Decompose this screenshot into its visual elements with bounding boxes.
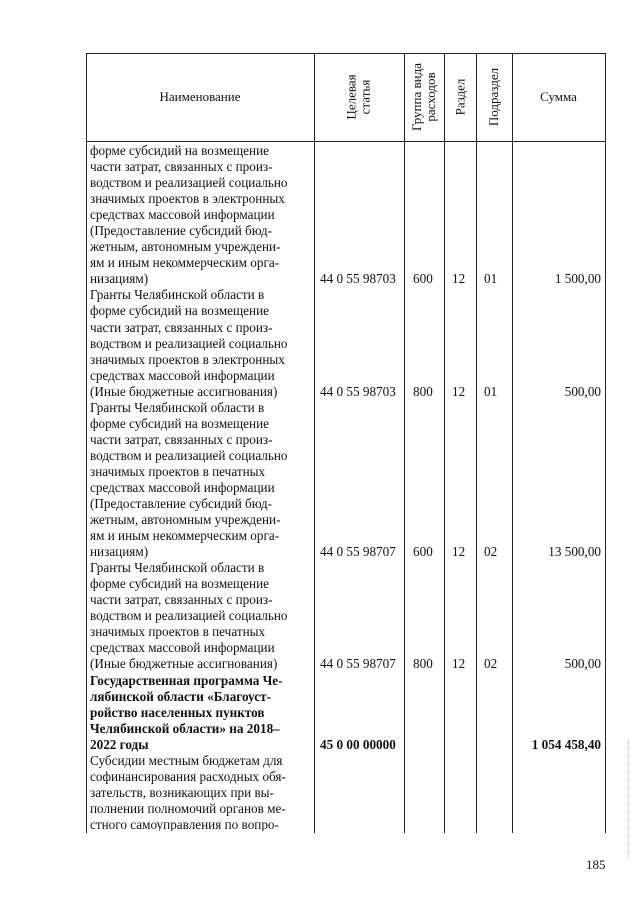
name-line: (Предоставление субсидий бюд- [90,223,273,239]
sum-value: 13 500,00 [548,544,601,560]
group-code: 600 [413,271,433,287]
table-row-name [90,560,312,672]
header-target-line1: Целевая [343,74,359,120]
name-line: зательств, возникающих при вы- [90,784,274,800]
name-line: средствах массовой информации [90,367,275,383]
section-code: 12 [452,656,466,672]
name-line: части затрат, связанных с произ- [90,159,273,175]
header-name-label: Наименование [159,89,241,104]
target-code: 44 0 55 98703 [320,383,396,399]
name-line: форме субсидий на возмещение [90,143,270,158]
header-target-label [345,74,373,119]
column-border [605,53,606,833]
header-section-label: Раздел [452,78,467,116]
header-group-label [410,63,438,131]
group-code: 600 [413,544,433,560]
group-code: 800 [413,383,433,399]
header-group [404,53,444,141]
sum-value: 1 500,00 [554,271,601,287]
section-code: 12 [452,271,466,287]
page-number: 185 [586,857,606,872]
header-bottom-border [86,141,606,142]
name-line: части затрат, связанных с произ- [90,431,273,447]
header-section [444,53,476,141]
section-code: 12 [452,544,466,560]
header-group-line1: Группа вида [409,63,425,131]
subsection-code: 01 [484,271,498,287]
name-line: значимых проектов в печатных [90,463,266,479]
table-row-name [90,143,312,287]
name-line: ям и иным некоммерческим орга- [90,255,280,271]
header-target [314,53,404,141]
name-line: (Иные бюджетные ассигнования) [90,656,278,672]
header-target-line2: статья [357,79,373,115]
table-row-name [90,753,312,831]
name-line: водством и реализацией социально [90,335,288,351]
table-row-name [90,400,312,560]
name-line: (Предоставление субсидий бюд- [90,496,273,512]
name-line: полнении полномочий органов ме- [90,800,286,816]
name-line: низациям) [90,544,149,560]
subsection-code: 01 [484,383,498,399]
name-line: низациям) [90,271,149,287]
name-line: Челябинской области» на 2018– [90,720,280,736]
header-sum-label: Сумма [540,89,577,104]
name-line: водством и реализацией социально [90,447,288,463]
table-row-name [90,673,312,753]
name-line: Гранты Челябинской области в [90,287,265,303]
column-border [404,53,405,833]
sum-value: 1 054 458,40 [531,736,601,752]
name-line: жетным, автономным учреждени- [90,512,281,528]
name-line: жетным, автономным учреждени- [90,239,281,255]
name-line: стного самоуправления по вопро- [90,816,279,831]
name-line: форме субсидий на возмещение [90,576,270,592]
target-code: 44 0 55 98707 [320,656,396,672]
name-line: водством и реализацией социально [90,608,288,624]
sum-value: 500,00 [564,383,601,399]
name-line: водством и реализацией социально [90,175,288,191]
subsection-code: 02 [484,544,498,560]
name-line: ройство населенных пунктов [90,704,265,720]
column-border [512,53,513,833]
header-subsection [476,53,512,141]
column-border [314,53,315,833]
name-line: значимых проектов в печатных [90,624,266,640]
name-line: значимых проектов в электронных [90,351,285,367]
name-line: Государственная программа Че- [90,672,283,688]
scan-edge-mark [628,740,629,860]
target-code: 44 0 55 98707 [320,544,396,560]
name-line: лябинской области «Благоуст- [90,688,271,704]
name-line: форме субсидий на возмещение [90,303,270,319]
target-code: 45 0 00 00000 [320,736,396,752]
column-border [476,53,477,833]
sum-value: 500,00 [564,656,601,672]
name-line: софинансирования расходных обя- [90,768,286,784]
target-code: 44 0 55 98703 [320,271,396,287]
name-line: форме субсидий на возмещение [90,415,270,431]
column-border [444,53,445,833]
header-group-line2: расходов [423,72,439,122]
name-line: (Иные бюджетные ассигнования) [90,383,278,399]
name-line: части затрат, связанных с произ- [90,592,273,608]
name-line: 2022 годы [90,736,149,752]
section-code: 12 [452,383,466,399]
name-line: части затрат, связанных с произ- [90,319,273,335]
table-row-name [90,287,312,399]
header-name [86,53,314,141]
header-subsection-label: Подраздел [486,67,502,127]
name-line: средствах массовой информации [90,640,275,656]
name-line: Гранты Челябинской области в [90,399,265,415]
subsection-code: 02 [484,656,498,672]
name-line: значимых проектов в электронных [90,191,285,207]
name-line: средствах массовой информации [90,479,275,495]
group-code: 800 [413,656,433,672]
header-sum [512,53,605,141]
column-border [86,53,87,833]
name-line: Субсидии местным бюджетам для [90,752,283,768]
name-line: средствах массовой информации [90,207,275,223]
name-line: Гранты Челябинской области в [90,560,265,576]
name-line: ям и иным некоммерческим орга- [90,528,280,544]
